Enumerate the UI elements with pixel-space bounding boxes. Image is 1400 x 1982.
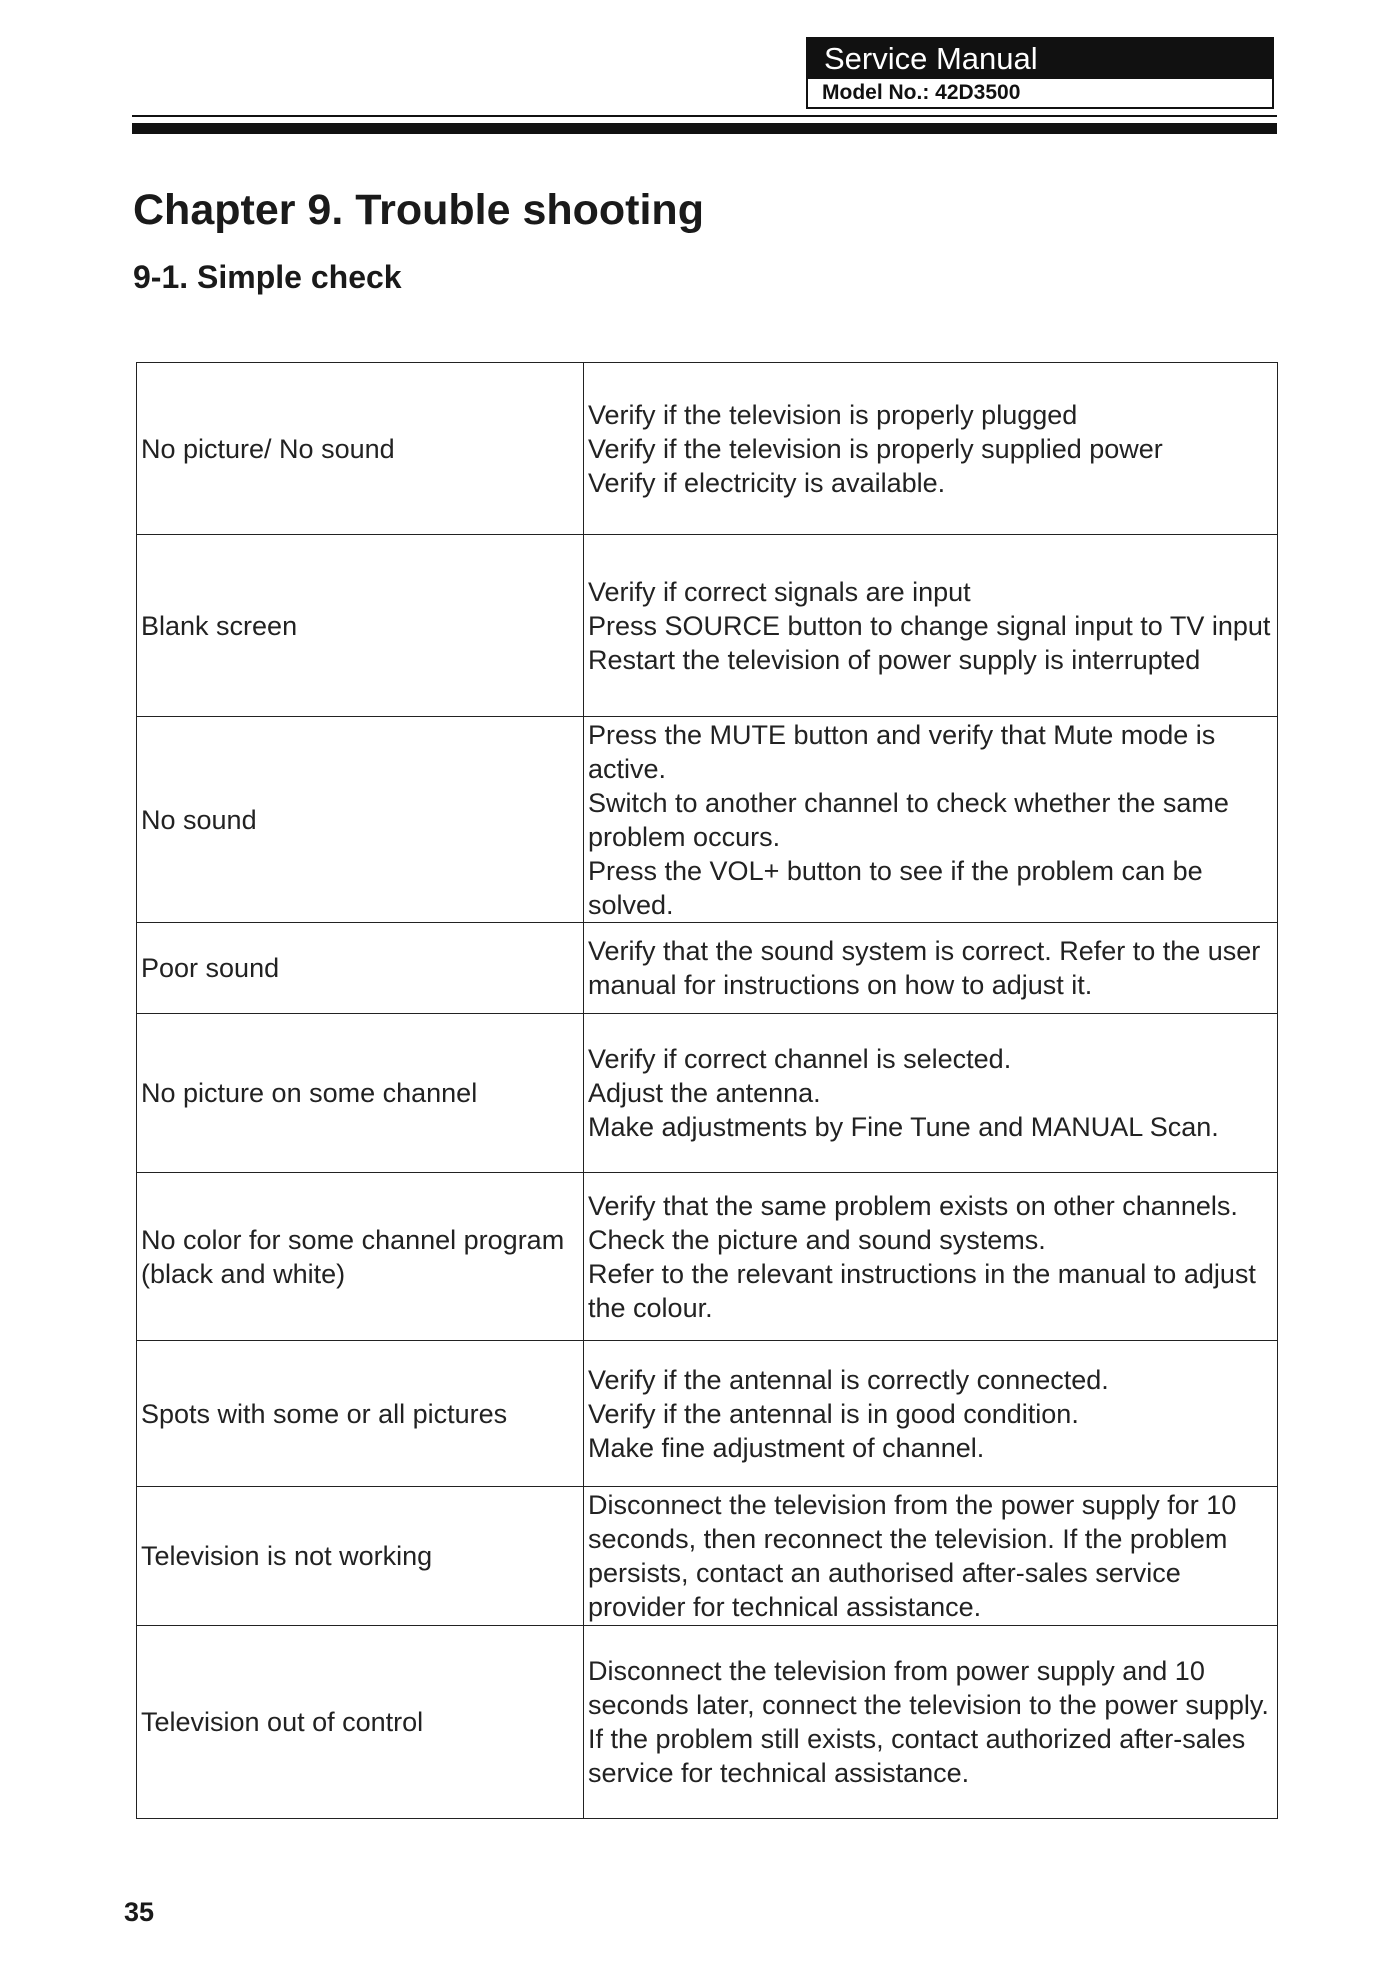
table-row xyxy=(137,363,1278,535)
header-rule-thin xyxy=(132,115,1277,117)
header-rule-thick xyxy=(132,123,1277,134)
manual-title: Service Manual xyxy=(808,39,1272,79)
remedy-line: Check the picture and sound systems. xyxy=(588,1224,1046,1255)
remedy-line: Verify if electricity is available. xyxy=(588,467,946,498)
symptom-cell: No picture/ No sound xyxy=(137,363,584,535)
header-box xyxy=(806,37,1274,109)
table-row xyxy=(137,1014,1278,1173)
model-number: Model No.: 42D3500 xyxy=(822,81,1021,104)
remedy-cell xyxy=(584,363,1278,535)
table-row xyxy=(137,923,1278,1014)
remedy-line: Restart the television of power supply is interrupted xyxy=(588,644,1201,675)
remedy-line: Make fine adjustment of channel. xyxy=(588,1432,985,1463)
remedy-line: Press the VOL+ button to see if the problem can be solved. xyxy=(588,855,1203,920)
table-row xyxy=(137,1173,1278,1341)
symptom-cell: Television out of control xyxy=(137,1626,584,1819)
remedy-cell xyxy=(584,535,1278,717)
remedy-line: Verify that the same problem exists on other channels. xyxy=(588,1190,1238,1221)
remedy-line: Press SOURCE button to change signal input to TV input xyxy=(588,610,1271,641)
remedy-line: Verify if the antennal is correctly connected. xyxy=(588,1364,1109,1395)
remedy-line: Verify if the television is properly plugged xyxy=(588,399,1078,430)
remedy-line: Disconnect the television from power supply and 10 seconds later, connect the television to the power supply. If the problem still exists, contact authorized after-sales service for technical assistance. xyxy=(588,1656,1269,1788)
chapter-title: Chapter 9. Trouble shooting xyxy=(133,186,704,234)
remedy-cell xyxy=(584,717,1278,923)
remedy-cell xyxy=(584,923,1278,1014)
table-row xyxy=(137,1487,1278,1626)
symptom-cell: Blank screen xyxy=(137,535,584,717)
table-row xyxy=(137,1341,1278,1487)
remedy-line: Adjust the antenna. xyxy=(588,1078,821,1108)
section-title: 9-1. Simple check xyxy=(133,259,402,295)
remedy-line: Refer to the relevant instructions in the manual to adjust the colour. xyxy=(588,1258,1256,1323)
remedy-line: Switch to another channel to check whether the same problem occurs. xyxy=(588,787,1229,852)
remedy-line: Verify if the antennal is in good condition. xyxy=(588,1398,1079,1429)
table-row xyxy=(137,1626,1278,1819)
remedy-line: Press the MUTE button and verify that Mute mode is active. xyxy=(588,719,1216,784)
symptom-cell: No sound xyxy=(137,717,584,923)
page-number: 35 xyxy=(124,1897,155,1927)
remedy-cell xyxy=(584,1341,1278,1487)
table-row xyxy=(137,717,1278,923)
remedy-line: Disconnect the television from the power supply for 10 seconds, then reconnect the television. If the problem persists, contact an authorised after-sales service provider for technical assistance. xyxy=(588,1490,1237,1622)
remedy-line: Verify if correct channel is selected. xyxy=(588,1044,1012,1074)
symptom-cell: Spots with some or all pictures xyxy=(137,1341,584,1487)
remedy-cell xyxy=(584,1487,1278,1626)
remedy-line: Make adjustments by Fine Tune and MANUAL Scan. xyxy=(588,1112,1219,1142)
simple-check-table xyxy=(136,362,1278,1819)
remedy-cell xyxy=(584,1626,1278,1819)
remedy-line: Verify that the sound system is correct. Refer to the user manual for instructions on how to adjust it. xyxy=(588,936,1261,1000)
symptom-cell: No color for some channel program (black and white) xyxy=(137,1173,584,1341)
remedy-cell xyxy=(584,1014,1278,1173)
remedy-line: Verify if the television is properly supplied power xyxy=(588,433,1163,464)
table-row xyxy=(137,535,1278,717)
remedy-line: Verify if correct signals are input xyxy=(588,576,971,607)
remedy-cell xyxy=(584,1173,1278,1341)
symptom-cell: No picture on some channel xyxy=(137,1014,584,1173)
symptom-cell: Television is not working xyxy=(137,1487,584,1626)
symptom-cell: Poor sound xyxy=(137,923,584,1014)
